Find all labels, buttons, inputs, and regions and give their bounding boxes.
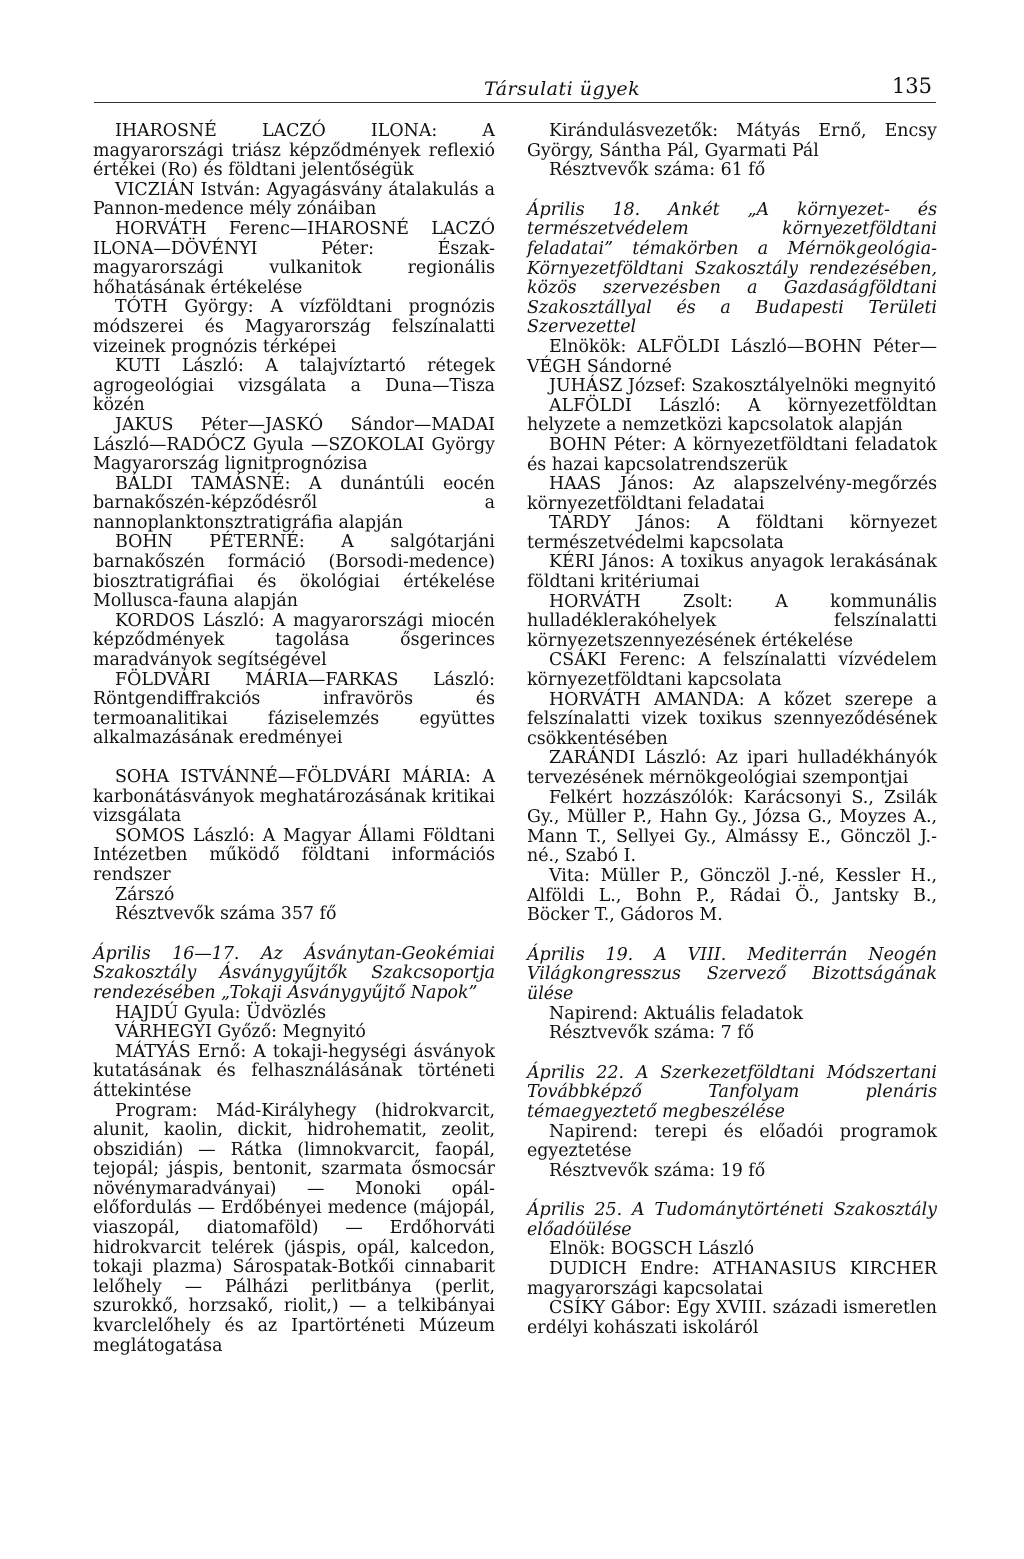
entry: Elnök: BOGSCH László: [549, 1239, 755, 1260]
entry: Napirend: terepi és előadói programok egyeztetése: [527, 1121, 937, 1162]
entry: CSÍKY Gábor: Egy XVIII. századi ismeretlen erdélyi kohászati iskoláról: [527, 1298, 937, 1338]
entry: VICZIÁN István: Agyagásvány átalakulás a Pannon-medence mély zónáiban: [93, 179, 495, 220]
running-title: Társulati ügyek: [484, 78, 641, 100]
entry: Kirándulásvezetők: Mátyás Ernő, Encsy György, Sántha Pál, Gyarmati Pál: [527, 121, 937, 161]
closing: Zárszó: [115, 884, 175, 905]
entry: SOHA ISTVÁNNÉ—FÖLDVÁRI MÁRIA: A karbonátásványok meghatározásának kritikai vizsgálata: [93, 767, 495, 827]
entry: KÉRI János: A toxikus anyagok lerakásának földtani kritériumai: [527, 552, 937, 593]
entry: IHAROSNÉ LACZÓ ILONA: A magyarországi triász képződmények reflexió értékei (Ro) és földtani jelentőségük: [93, 121, 495, 181]
entry: Napirend: Aktuális feladatok: [549, 1003, 803, 1024]
event-heading: [527, 1201, 937, 1240]
event-heading-text: Április 22. A Szerkezetföldtani Módszertani Továbbképző Tanfolyam plenáris témaegyeztető megbeszélése: [527, 1062, 937, 1122]
left-column: [93, 122, 495, 1356]
event-heading: [527, 201, 937, 338]
participants: Résztvevők száma 357 fő: [115, 904, 337, 925]
entry: JUHÁSZ József: Szakosztályelnöki megnyitó: [549, 376, 936, 397]
entry: HORVÁTH Ferenc—IHAROSNÉ LACZÓ ILONA—DÖVÉNYI Péter: Észak-magyarországi vulkanitok regionális hőhatásának értékelése: [93, 218, 495, 298]
entry: HORVÁTH Zsolt: A kommunális hulladéklerakóhelyek felszínalatti környezetszennyezésének értékelése: [527, 591, 937, 651]
event-heading: [527, 946, 937, 1005]
entry: HORVÁTH AMANDA: A kőzet szerepe a felszínalatti vizek toxikus szennyeződésének csökkentésében: [527, 689, 937, 749]
event-heading-text: Április 25. A Tudománytörténeti Szakosztály előadóülése: [527, 1200, 937, 1240]
event-heading-text: Április 18. Ankét „A környezet- és természetvédelem környezetföldtani feladatai” témakörben a Mérnökgeológia-Környezetföldtani Szakosztály rendezésében, közös szervezésben a Gazdaságföldtani Szakosztállyal és a Budapesti Területi Szervezettel: [527, 199, 937, 338]
entry: Felkért hozzászólók: Karácsonyi S., Zsilák Gy., Müller P., Hahn Gy., Józsa G., Moyzes A., Mann T., Sellyei Gy., Almássy E., Gönczöl J.-né., Szabó I.: [527, 787, 937, 867]
event-heading: [93, 945, 495, 1004]
right-column: [527, 122, 937, 1338]
entry: ALFÖLDI László: A környezetföldtan helyzete a nemzetközi kapcsolatok alapján: [527, 395, 937, 436]
entry: SOMOS László: A Magyar Állami Földtani Intézetben működő földtani információs rendszer: [93, 825, 495, 885]
entry: KUTI László: A talajvíztartó rétegek agrogeológiai vizsgálata a Duna—Tisza közén: [93, 356, 495, 416]
event-heading: [527, 1064, 937, 1123]
entry: ZARÁNDI László: Az ipari hulladékhányók tervezésének mérnökgeológiai szempontjai: [527, 748, 937, 788]
event-heading-text: Április 16—17. Az Ásványtan-Geokémiai Szakosztály Ásványgyűjtők Szakcsoportja rendezésében „Tokaji Ásványgyűjtő Napok”: [93, 943, 495, 1003]
entry: CSÁKI Ferenc: A felszínalatti vízvédelem környezetföldtani kapcsolata: [527, 650, 937, 691]
entry: FÖLDVÁRI MÁRIA—FARKAS László: Röntgendiffrakciós infravörös és termoanalitikai fáziselemzés együttes alkalmazásának eredményei: [93, 669, 495, 749]
participants: Résztvevők száma: 19 fő: [549, 1160, 766, 1181]
entry: JAKUS Péter—JASKÓ Sándor—MADAI László—RADÓCZ Gyula —SZOKOLAI György Magyarország lignitprognózisa: [93, 414, 495, 475]
entry: TÓTH György: A vízföldtani prognózis módszerei és Magyarország felszínalatti vizeinek prognózis térképei: [93, 297, 495, 357]
entry: Elnökök: ALFÖLDI László—BOHN Péter—VÉGH Sándorné: [527, 336, 937, 377]
entry: VÁRHEGYI Győző: Megnyitó: [115, 1022, 366, 1043]
entry: HAAS János: Az alapszelvény-megőrzés környezetföldtani feladatai: [527, 474, 937, 514]
participants: Résztvevők száma: 61 fő: [549, 160, 766, 181]
header-rule: [94, 102, 936, 103]
entry: KORDOS László: A magyarországi miocén képződmények tagolása ősgerinces maradványok segítségével: [93, 610, 495, 671]
entry: Vita: Müller P., Gönczöl J.-né, Kessler H., Alföldi L., Bohn P., Rádai Ö., Jantsky B., Böcker T., Gádoros M.: [527, 865, 937, 926]
entry: HAJDÚ Gyula: Üdvözlés: [115, 1002, 327, 1023]
entry: TARDY János: A földtani környezet természetvédelmi kapcsolata: [527, 513, 937, 553]
entry: MÁTYÁS Ernő: A tokaji-hegységi ásványok kutatásának és felhasználásának történeti áttekintése: [93, 1041, 495, 1101]
entry: BOHN Péter: A környezetföldtani feladatok és hazai kapcsolatrendszerük: [527, 434, 937, 475]
participants: Résztvevők száma: 7 fő: [549, 1023, 755, 1044]
entry: DUDICH Endre: ATHANASIUS KIRCHER magyarországi kapcsolatai: [527, 1259, 937, 1299]
event-heading-text: Április 19. A VIII. Mediterrán Neogén Világkongresszus Szervező Bizottságának ülése: [527, 944, 937, 1004]
page-number: 135: [891, 74, 932, 98]
entry: BÁLDI TAMÁSNÉ: A dunántúli eocén barnakőszén-képződésről a nannoplanktonsztratigráfia alapján: [93, 473, 495, 533]
entry: BOHN PÉTERNÉ: A salgótarjáni barnakőszén formáció (Borsodi-medence) biosztratigráfiai és ökológiai értékelése Mollusca-fauna alapján: [93, 532, 495, 612]
page-header: [94, 68, 936, 108]
program: Program: Mád-Királyhegy (hidrokvarcit, alunit, kaolin, dickit, hidrohematit, zeolit, obszidián) — Rátka (limnokvarcit, faopál, tejopál; jáspis, bentonit, szarmata ősmocsár növénymaradványai) — Monoki opál-előfordulás — Erdőbényei medence (májopál, viaszopál, diatomaföld) — Erdőhorváti hidrokvarcit telérek (jáspis, opál, kalcedon, tokaji plazma) Sárospatak-Botkői cinnabarit lelőhely — Pálházi perlitbánya (perlit, szurokkő, horzsakő, riolit,) — a telkibányai kvarclelőhely és az Ipartörténeti Múzeum meglátogatása: [93, 1100, 495, 1356]
